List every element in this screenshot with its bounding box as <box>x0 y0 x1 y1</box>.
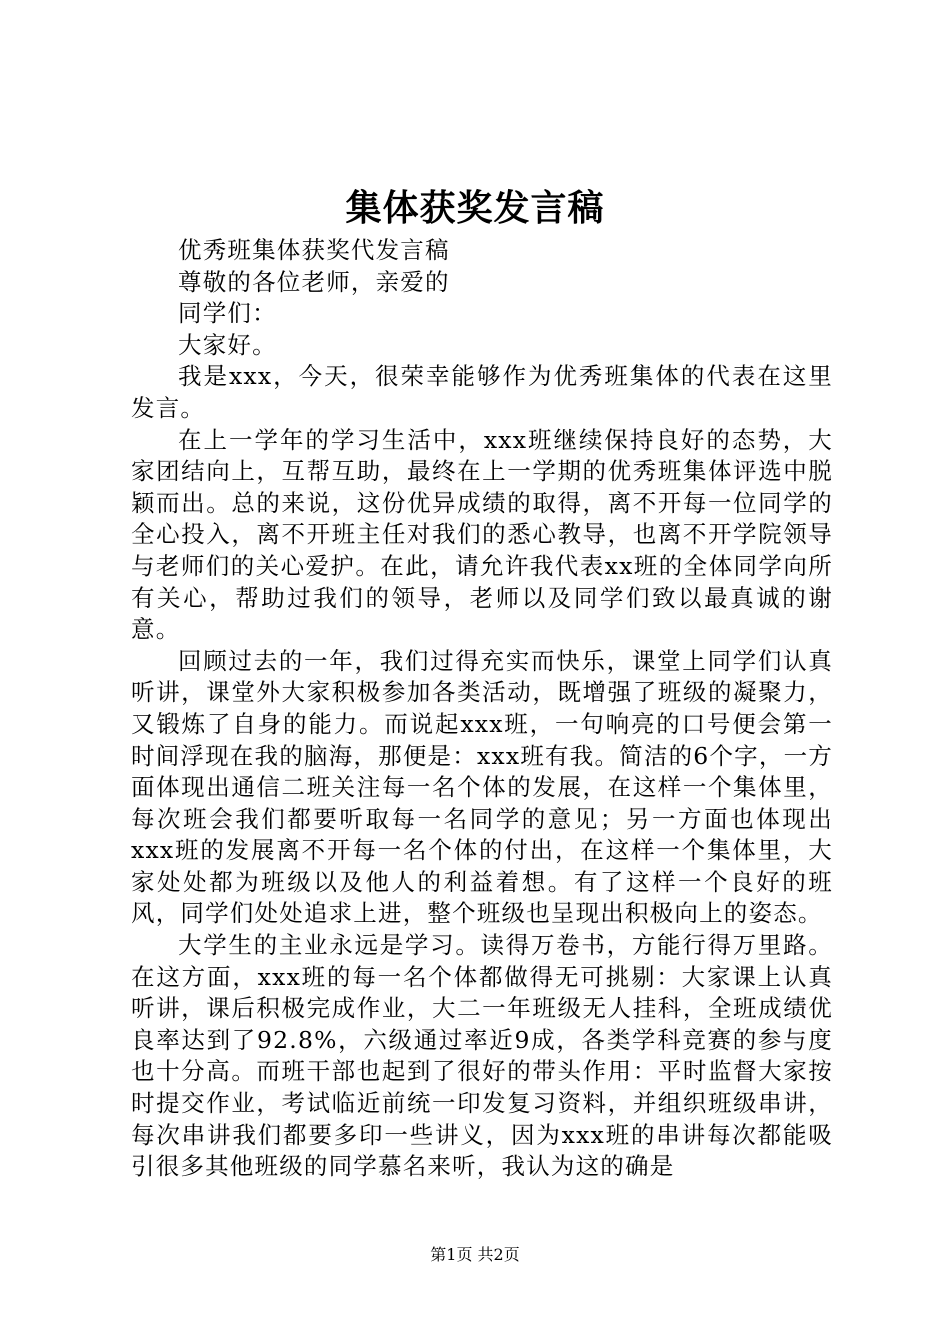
page-number-footer: 第1页 共2页 <box>430 1245 520 1264</box>
paragraph-study: 大学生的主业永远是学习。读得万卷书，方能行得万里路。在这方面，xxx班的每一名个体都做得无可挑剔：大家课上认真听讲，课后积极完成作业，大二一年班级无人挂科，全班成绩优良率达到了92.8%，六级通过率近9成，各类学科竞赛的参与度也十分高。而班干部也起到了很好的带头作用：平时监督大家按时提交作业，考试临近前统一印发复习资料，并组织班级串讲，每次串讲我们都要多印一些讲义，因为xxx班的串讲每次都能吸引很多其他班级的同学慕名来听，我认为这的确是 <box>131 931 833 1181</box>
salutation-line-1: 尊敬的各位老师，亲爱的 <box>178 267 450 296</box>
document-subtitle: 优秀班集体获奖代发言稿 <box>178 236 450 264</box>
paragraph-thanks: 在上一学年的学习生活中，xxx班继续保持良好的态势，大家团结向上，互帮互助，最终在上一学期的优秀班集体评选中脱颖而出。总的来说，这份优异成绩的取得，离不开每一位同学的全心投入，离不开班主任对我们的悉心教导，也离不开学院领导与老师们的关心爱护。在此，请允许我代表xx班的全体同学向所有关心，帮助过我们的领导，老师以及同学们致以最真诚的谢意。 <box>131 425 833 644</box>
greeting-line: 大家好。 <box>178 330 277 359</box>
paragraph-intro: 我是xxx，今天，很荣幸能够作为优秀班集体的代表在这里发言。 <box>131 362 833 422</box>
document-title: 集体获奖发言稿 <box>345 188 605 229</box>
paragraph-review: 回顾过去的一年，我们过得充实而快乐，课堂上同学们认真听讲，课堂外大家积极参加各类活动，既增强了班级的凝聚力，又锻炼了自身的能力。而说起xxx班，一句响亮的口号便会第一时间浮现在我的脑海，那便是：xxx班有我。简洁的6个字，一方面体现出通信二班关注每一名个体的发展，在这样一个集体里，每次班会我们都要听取每一名同学的意见；另一方面也体现出xxx班的发展离不开每一名个体的付出，在这样一个集体里，大家处处都为班级以及他人的利益着想。有了这样一个良好的班风，同学们处处追求上进，整个班级也呈现出积极向上的姿态。 <box>131 646 833 928</box>
salutation-line-2: 同学们： <box>178 299 277 328</box>
document-body <box>131 235 833 1183</box>
